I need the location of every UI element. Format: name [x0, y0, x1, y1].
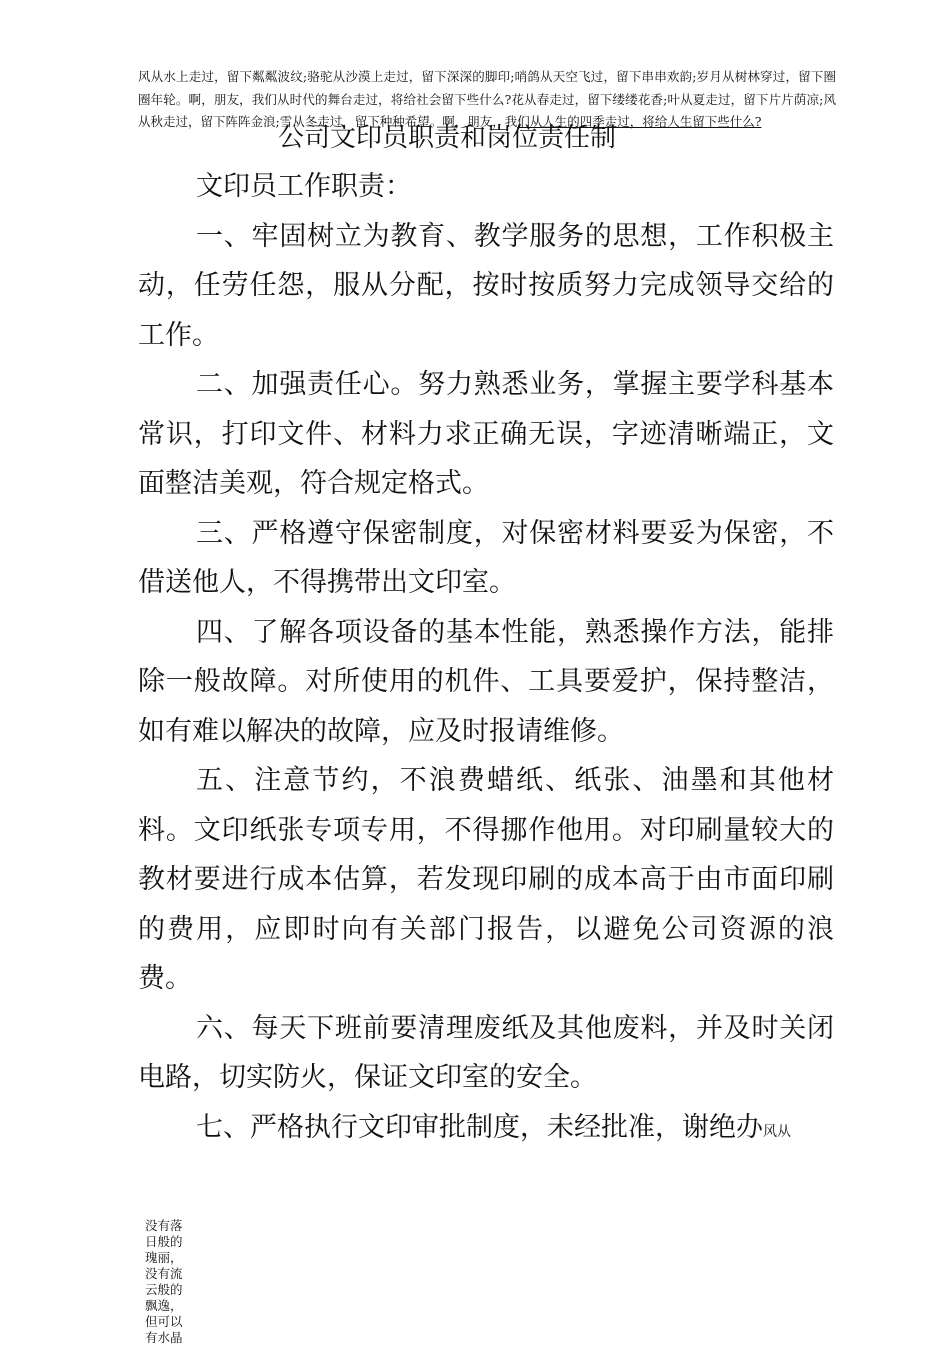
- duty-item-7-tail-note: 风从: [763, 1123, 791, 1140]
- duty-item-2: 二、加强责任心。努力熟悉业务，掌握主要学科基本常识，打印文件、材料力求正确无误，字迹清晰端正，文面整洁美观，符合规定格式。: [138, 369, 834, 499]
- document-title: 公司文印员职责和岗位责任制: [278, 123, 617, 153]
- header-prose-underlined-text: 们从人生的四季走过，将给人生留下些什么?: [517, 114, 762, 129]
- duty-item-5: 五、注意节约，不浪费蜡纸、纸张、油墨和其他材料。文印纸张专项专用，不得挪作他用。对印刷量较大的教材要进行成本估算，若发现印刷的成本高于由市面印刷的费用，应即时向有关部门报告，以避免公司资源的浪费。: [138, 765, 834, 994]
- footnote-column-text: 没有落日般的瑰丽，没有流云般的飘逸，但可以有水晶: [145, 1218, 183, 1345]
- section-heading: 文印员工作职责：: [196, 171, 412, 202]
- duty-item-3: 三、严格遵守保密制度，对保密材料要妥为保密，不借送他人，不得携带出文印室。: [138, 517, 834, 598]
- duty-item-7-text: 七、严格执行文印审批制度，未经批准，谢绝办: [196, 1111, 763, 1143]
- duty-item-1: 一、牢固树立为教育、教学服务的思想，工作积极主动，任劳任怨，服从分配，按时按质努力完成领导交给的工作。: [138, 220, 834, 351]
- duty-item-4: 四、了解各项设备的基本性能，熟悉操作方法，能排除一般故障。对所使用的机件、工具要爱护，保持整洁，如有难以解决的故障，应及时报请维修。: [138, 616, 834, 747]
- duty-item-6: 六、每天下班前要清理废纸及其他废料，并及时关闭电路，切实防火，保证文印室的安全。: [138, 1012, 834, 1093]
- document-body: [138, 162, 834, 1157]
- header-prose-text: 风从水上走过，留下粼粼波纹;骆驼从沙漠上走过，留下深深的脚印;哨鸽从天空飞过，留下串串欢韵;岁月从树林穿过，留下圈圈年轮。啊，朋友，我们从时代的舞台走过，将给社会留下些什么?花从春走过，留下缕缕花香;叶从夏走过，留下片片荫凉;风从秋走过，留下阵阵金浪;雪从冬走过，留下种种希望。啊，朋友，我: [138, 69, 836, 129]
- duty-item-7: [138, 1103, 834, 1158]
